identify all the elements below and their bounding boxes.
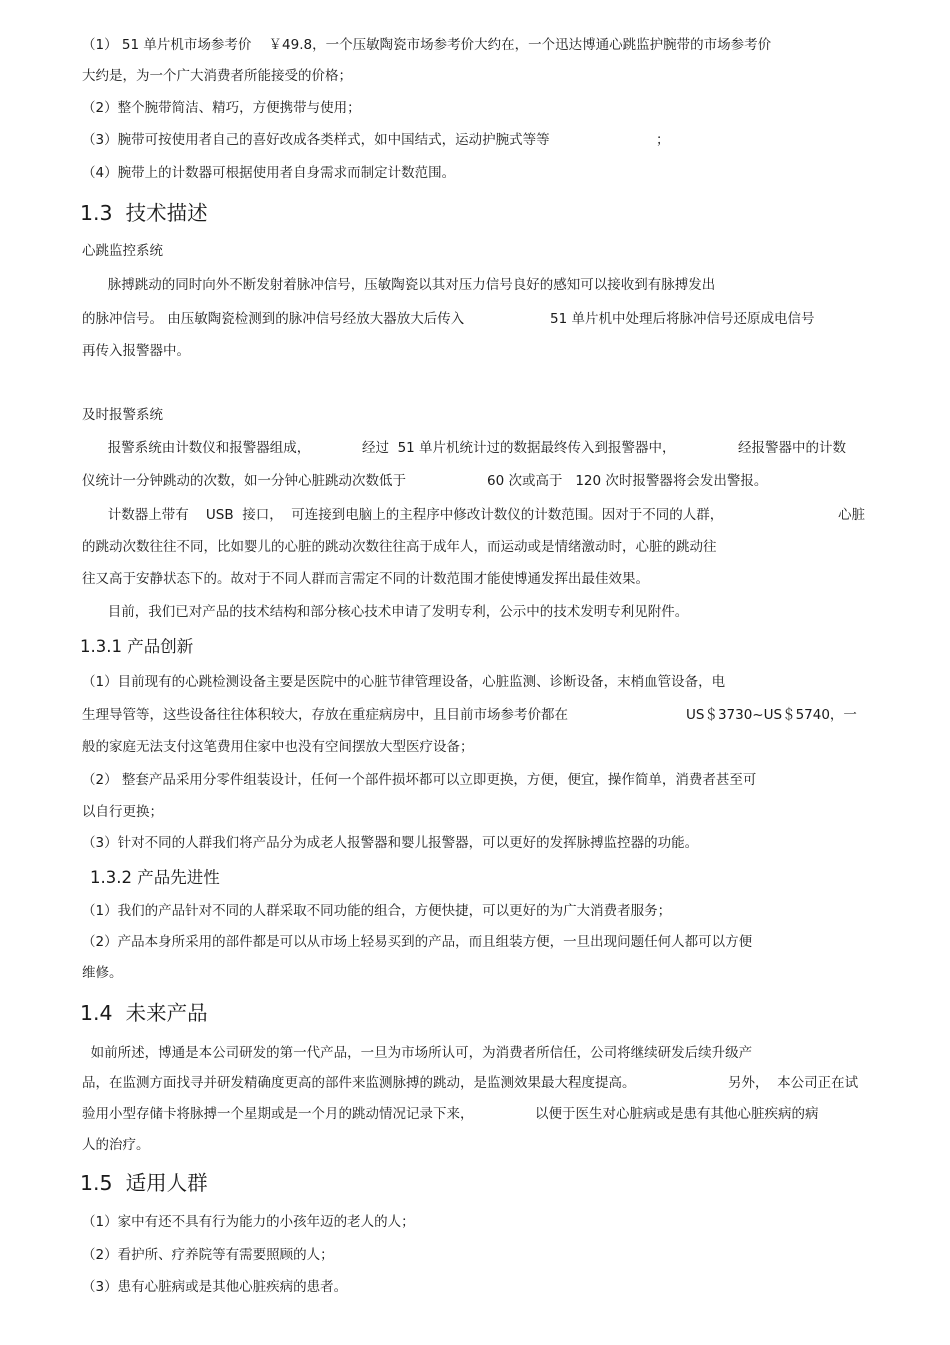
item-1-2-3-end: ；	[656, 132, 670, 148]
advance-2-line2: 维修。	[82, 965, 123, 981]
heart-monitor-para-line1: 脉搏跳动的同时向外不断发射着脉冲信号，压敏陶瓷以其对压力信号良好的感知可以接收到有脉搏发出	[82, 277, 716, 293]
innovation-1-line1: （1）目前现有的心跳检测设备主要是医院中的心脏节律管理设备，心脏监测、诊断设备，末梢血管设备，电	[82, 674, 726, 690]
subsection-heading-1-3-2: 1.3.2 产品先进性	[90, 868, 220, 887]
alarm-para2-line3: 往又高于安静状态下的。故对于不同人群而言需定不同的计数范围才能使博通发挥出最佳效果。	[82, 571, 649, 587]
alarm-para1-line1c: 经报警器中的计数	[738, 440, 846, 456]
advance-2-line1: （2）产品本身所采用的部件都是可以从市场上轻易买到的产品，而且组装方便，一旦出现问题任何人都可以方便	[82, 934, 753, 950]
heart-monitor-label: 心跳监控系统	[82, 243, 163, 259]
section-heading-1-4: 1.4 未来产品	[80, 1001, 208, 1025]
subsection-heading-1-3-1: 1.3.1 产品创新	[80, 637, 194, 656]
alarm-para1-line1a: 报警系统由计数仪和报警器组成，	[82, 440, 311, 456]
alarm-para2-line1a: 计数器上带有 USB 接口， 可连接到电脑上的主程序中修改计数仪的计数范围。因对于不同的人群，	[82, 507, 724, 523]
innovation-1-line2b: US＄3730~US＄5740，一	[686, 707, 857, 723]
item-1-2-3: （3）腕带可按使用者自己的喜好改成各类样式，如中国结式，运动护腕式等等	[82, 132, 550, 148]
future-para-line3b: 以便于医生对心脏病或是患有其他心脏疾病的病	[535, 1106, 819, 1122]
section-heading-1-5: 1.5 适用人群	[80, 1171, 208, 1195]
audience-1: （1）家中有还不具有行为能力的小孩年迈的老人的人；	[82, 1214, 415, 1230]
innovation-2-line1: （2） 整套产品采用分零件组装设计，任何一个部件损坏都可以立即更换，方便，便宜，操作简单，消费者甚至可	[82, 772, 757, 788]
innovation-1-line2a: 生理导管等，这些设备往往体积较大，存放在重症病房中，且目前市场参考价都在	[82, 707, 568, 723]
item-1-2-1-line1: （1） 51 单片机市场参考价 ￥49.8，一个压敏陶瓷市场参考价大约在，一个迅达博通心跳监护腕带的市场参考价	[82, 37, 772, 53]
alarm-para1-line1b: 经过 51 单片机统计过的数据最终传入到报警器中，	[362, 440, 676, 456]
heart-monitor-para-line2b: 51 单片机中处理后将脉冲信号还原成电信号	[550, 311, 815, 327]
alarm-para3: 目前，我们已对产品的技术结构和部分核心技术申请了发明专利，公示中的技术发明专利见附件。	[82, 604, 689, 620]
innovation-1-line3: 般的家庭无法支付这笔费用住家中也没有空间摆放大型医疗设备；	[82, 739, 474, 755]
future-para-line2a: 品，在监测方面找寻并研发精确度更高的部件来监测脉搏的跳动，是监测效果最大程度提高。	[82, 1075, 636, 1091]
alarm-label: 及时报警系统	[82, 407, 163, 423]
heart-monitor-para-line2a: 的脉冲信号。 由压敏陶瓷检测到的脉冲信号经放大器放大后传入	[82, 311, 465, 327]
audience-3: （3）患有心脏病或是其他心脏疾病的患者。	[82, 1279, 348, 1295]
alarm-para2-line2: 的跳动次数往往不同，比如婴儿的心脏的跳动次数往往高于成年人，而运动或是情绪激动时，心脏的跳动往	[82, 539, 717, 555]
alarm-para1-line2a: 仪统计一分钟跳动的次数，如一分钟心脏跳动次数低于	[82, 473, 406, 489]
alarm-para1-line2b: 60 次或高于 120 次时报警器将会发出警报。	[487, 473, 768, 489]
future-para-line1: 如前所述，博通是本公司研发的第一代产品，一旦为市场所认可，为消费者所信任，公司将继续研发后续升级产	[82, 1045, 753, 1061]
future-para-line4: 人的治疗。	[82, 1137, 150, 1153]
section-heading-1-3: 1.3 技术描述	[80, 201, 208, 225]
innovation-2-line2: 以自行更换；	[82, 804, 163, 820]
advance-1: （1）我们的产品针对不同的人群采取不同功能的组合，方便快捷，可以更好的为广大消费者服务；	[82, 903, 672, 919]
future-para-line2b: 另外， 本公司正在试	[728, 1075, 859, 1091]
item-1-2-4: （4）腕带上的计数器可根据使用者自身需求而制定计数范围。	[82, 165, 456, 181]
item-1-2-1-line2: 大约是，为一个广大消费者所能接受的价格；	[82, 68, 352, 84]
heart-monitor-para-line3: 再传入报警器中。	[82, 343, 190, 359]
audience-2: （2）看护所、疗养院等有需要照顾的人；	[82, 1247, 334, 1263]
item-1-2-2: （2）整个腕带简洁、精巧，方便携带与使用；	[82, 100, 361, 116]
innovation-3: （3）针对不同的人群我们将产品分为成老人报警器和婴儿报警器，可以更好的发挥脉搏监控器的功能。	[82, 835, 699, 851]
future-para-line3a: 验用小型存储卡将脉搏一个星期或是一个月的跳动情况记录下来，	[82, 1106, 474, 1122]
alarm-para2-line1b: 心脏	[838, 507, 865, 523]
